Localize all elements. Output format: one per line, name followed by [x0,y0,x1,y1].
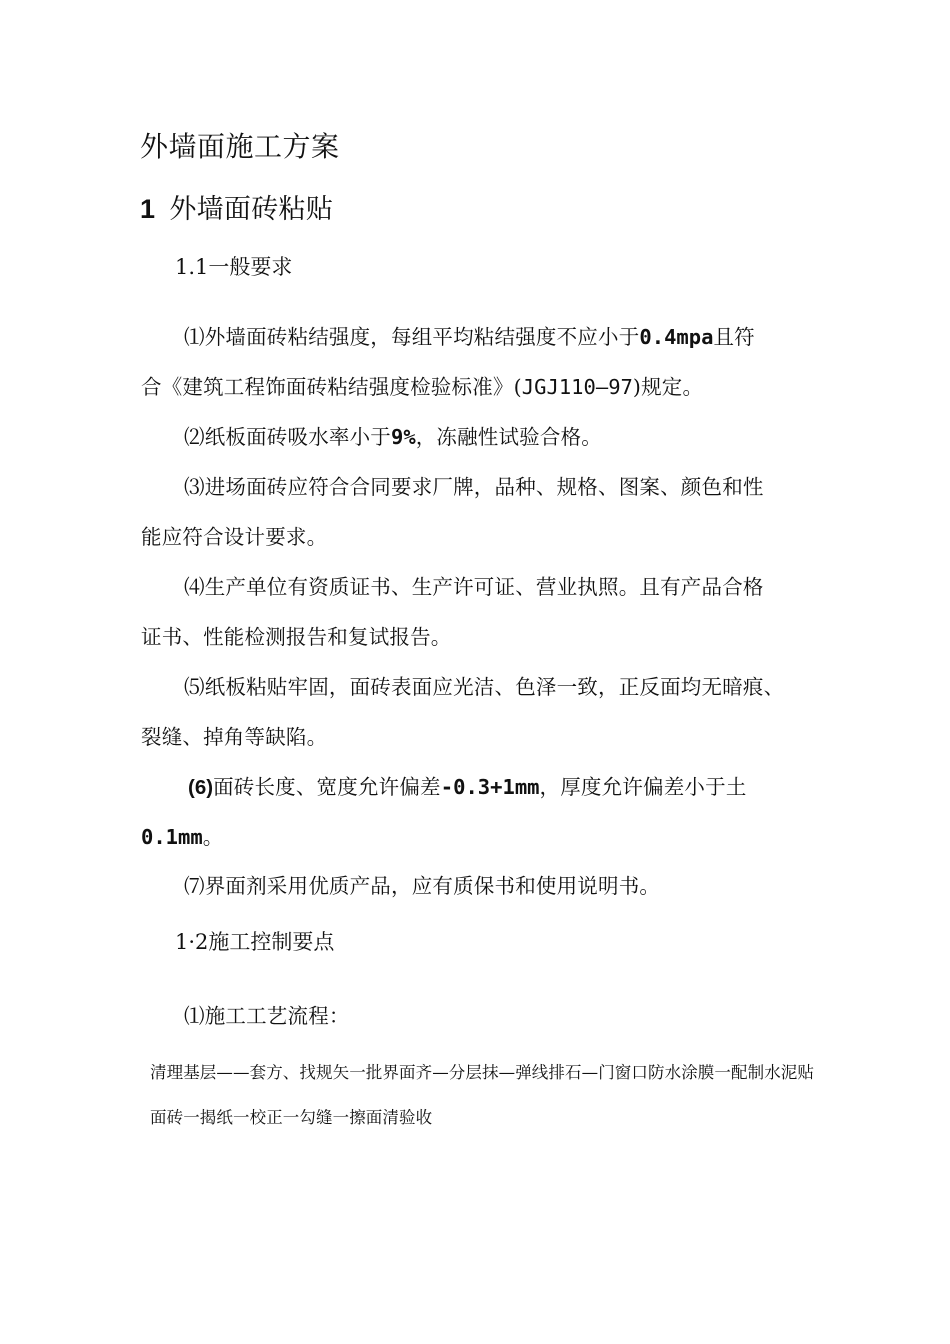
text-span: 面砖长度、宽度允许偏差 [213,775,441,799]
value-span: 0.1mm [141,825,203,849]
section-number: 1 [140,194,156,224]
process-flow-line-1: 清理基层——套方、找规矢一批界面齐—分层抹—弹线排石—门窗口防水涂膜一配制水泥贴 [150,1063,814,1082]
text-span: 且符 [713,325,755,349]
standard-code-span: JGJ110—97 [521,375,633,399]
item-number: (6) [188,776,214,799]
paragraph-item-7: ⑺界面剂采用优质产品，应有质保书和使用说明书。 [184,874,661,898]
text-span: 。 [202,825,224,849]
paragraph-item-5-line-2: 裂缝、掉角等缺陷。 [141,725,328,749]
paragraph-item-3-line-1: ⑶进场面砖应符合合同要求厂牌，品种、规格、图案、颜色和性 [184,475,764,499]
process-label: ⑴施工工艺流程： [184,1004,350,1028]
process-flow-line-2: 面砖一揭纸一校正一勾缝一擦面清验收 [150,1108,433,1127]
paragraph-item-1-line-1 [184,327,755,348]
text-span: 合《建筑工程饰面砖粘结强度检验标准》( [141,375,522,399]
text-span: ⑵纸板面砖吸水率小于 [184,425,391,449]
paragraph-item-4-line-1: ⑷生产单位有资质证书、生产许可证、营业执照。且有产品合格 [184,575,764,599]
subsection-heading-1-2: 1·2施工控制要点 [175,930,335,954]
section-heading-1 [140,196,333,223]
paragraph-item-5-line-1: ⑸纸板粘贴牢固，面砖表面应光洁、色泽一致，正反面均无暗痕、 [184,675,785,699]
paragraph-item-4-line-2: 证书、性能检测报告和复试报告。 [141,625,452,649]
subsection-heading-1-1: 1.1一般要求 [175,255,293,279]
text-span: ，冻融性试验合格。 [415,425,602,449]
value-span: -0.3+1mm [440,775,540,799]
text-span: ，厚度允许偏差小于土 [539,775,747,799]
paragraph-item-6-line-1 [188,777,747,799]
document-title: 外墙面施工方案 [140,130,340,163]
paragraph-item-3-line-2: 能应符合设计要求。 [141,525,328,549]
text-span: )规定。 [632,375,704,399]
value-span: 9% [391,425,416,449]
section-label: 外墙面砖粘贴 [169,194,334,225]
value-span: 0.4mpa [639,325,714,349]
paragraph-item-1-line-2 [141,377,703,398]
text-span: ⑴外墙面砖粘结强度，每组平均粘结强度不应小于 [184,325,640,349]
paragraph-item-2 [184,427,602,448]
paragraph-item-6-line-2 [141,827,223,848]
